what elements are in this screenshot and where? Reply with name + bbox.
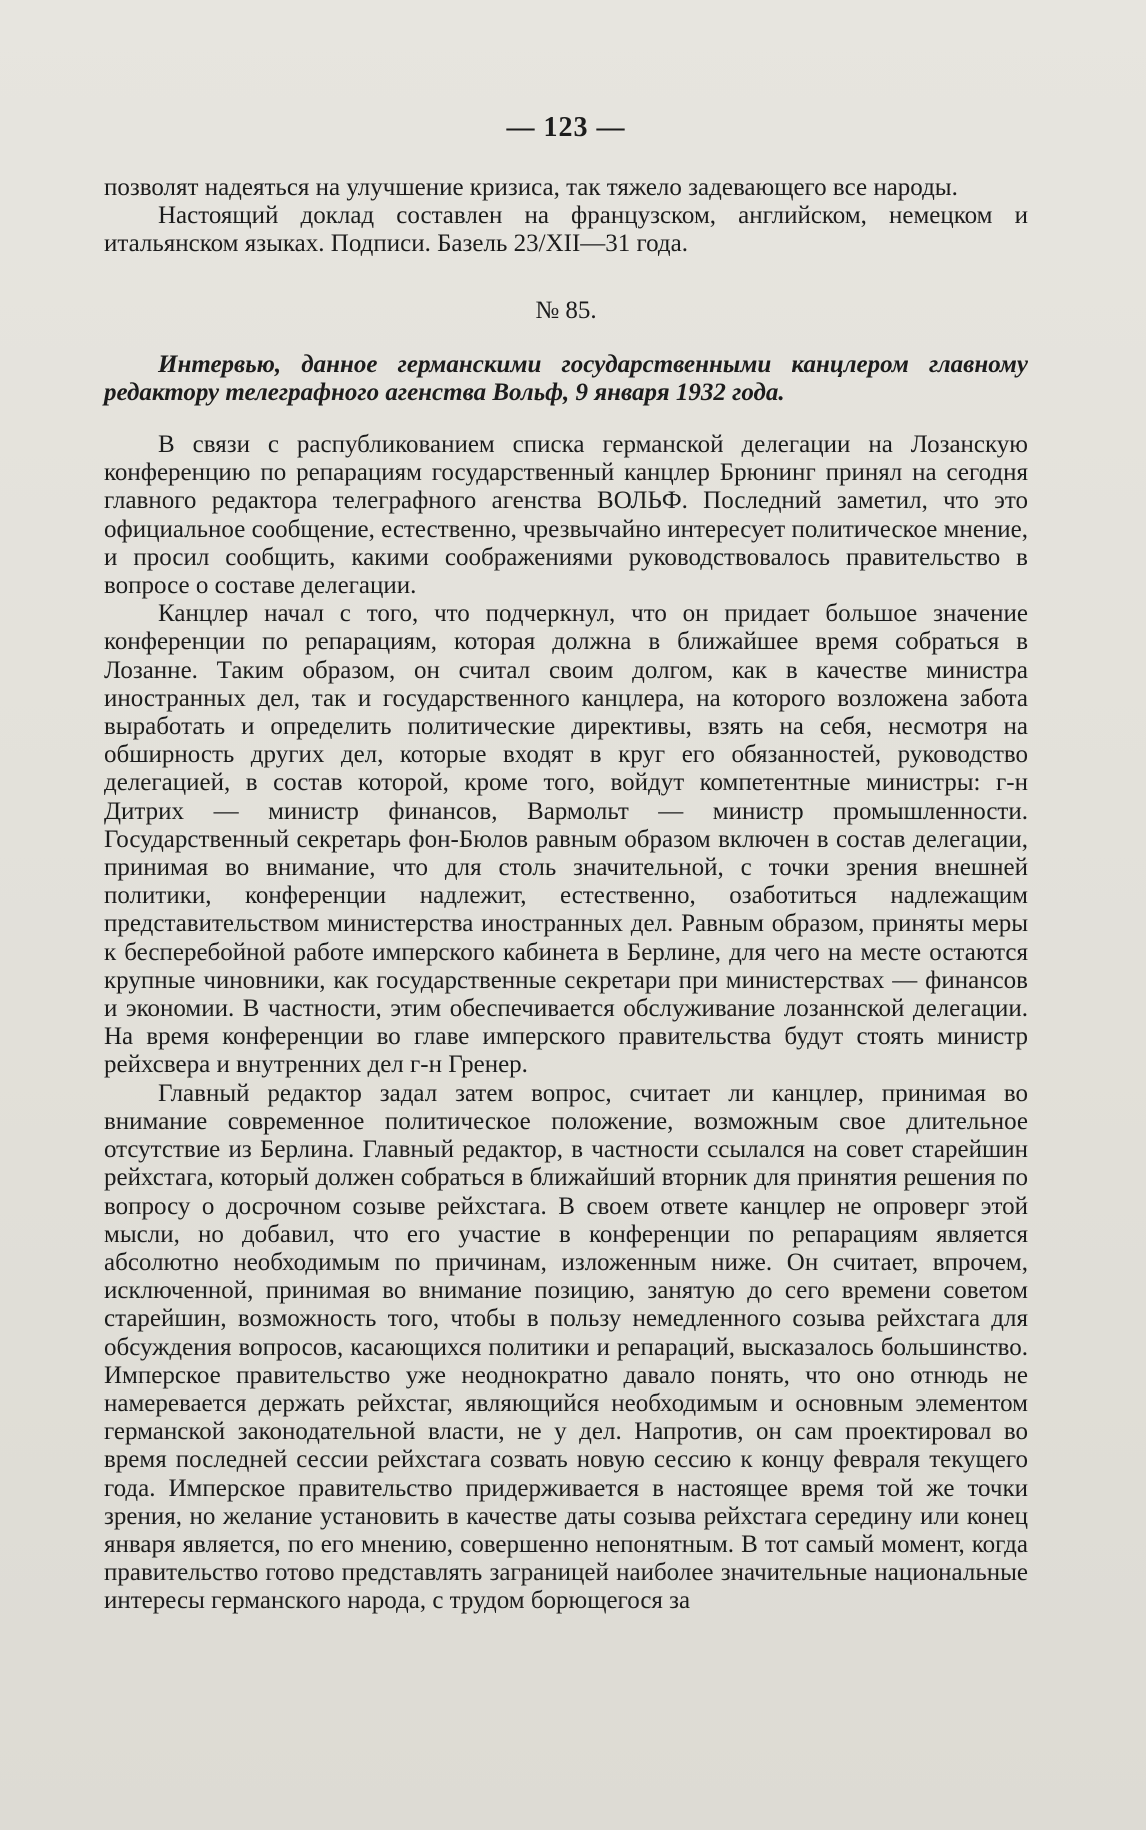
continuation-text bbox=[104, 174, 1028, 259]
continuation-paragraph-2: Настоящий доклад составлен на французском, английском, немецком и итальянском языках. Подписи. Базель 23/XII—31 года. bbox=[104, 202, 1028, 258]
body-paragraph-2: Канцлер начал с того, что подчеркнул, что он придает большое значение конференции по репарациям, которая должна в ближайшее время собраться в Лозанне. Таким образом, он считал своим долгом, как в качестве министра иностранных дел, так и государственного канцлера, на которого возложена забота выработать и определить политические директивы, взять на себя, несмотря на обширность других дел, которые входят в круг его обязанностей, руководство делегацией, в состав которой, кроме того, войдут компетентные министры: г-н Дитрих — министр финансов, Вармольт — министр промышленности. Государственный секретарь фон-Бюлов равным образом включен в состав делегации, принимая во внимание, что для столь значительной, с точки зрения внешней политики, конференции надлежит, естественно, озаботиться надлежащим представительством министерства иностранных дел. Равным образом, приняты меры к бесперебойной работе имперского кабинета в Берлине, для чего на месте остаются крупные чиновники, как государственные секретари при министерствах — финансов и экономии. В частности, этим обеспечивается обслуживание лозаннской делегации. На время конференции во главе имперского правительства будут стоять министр рейхсвера и внутренних дел г-н Гренер. bbox=[104, 600, 1028, 1079]
document-title: Интервью, данное германскими государственными канцлером главному редактору телеграфного агенства Вольф, 9 января 1932 года. bbox=[104, 350, 1028, 406]
page-number: — 123 — bbox=[506, 112, 626, 143]
document-number: № 85. bbox=[535, 296, 597, 324]
document-body bbox=[104, 431, 1028, 1616]
body-paragraph-3: Главный редактор задал затем вопрос, считает ли канцлер, принимая во внимание современное политическое положение, возможным свое длительное отсутствие из Берлина. Главный редактор, в частности ссылался на совет старейшин рейхстага, который должен собраться в ближайший вторник для принятия решения по вопросу о досрочном созыве рейхстага. В своем ответе канцлер не опроверг этой мысли, но добавил, что его участие в конференции по репарациям является абсолютно необходимым по причинам, изложенным ниже. Он считает, впрочем, исключенной, принимая во внимание позицию, занятую до сего времени советом старейшин, возможность того, чтобы в пользу немедленного созыва рейхстага для обсуждения вопросов, касающихся политики и репараций, высказалось большинство. Имперское правительство уже неоднократно давало понять, что оно отнюдь не намеревается держать рейхстаг, являющийся необходимым и основным элементом германской законодательной власти, не у дел. Напротив, он сам проектировал во время последней сессии рейхстага созвать новую сессию к концу февраля текущего года. Имперское правительство придерживается в настоящее время той же точки зрения, но желание установить в качестве даты созыва рейхстага середину или конец января является, по его мнению, совершенно непонятным. В тот самый момент, когда правительство готово представлять заграницей наиболее значительные национальные интересы германского народа, с трудом борющегося за bbox=[104, 1079, 1028, 1615]
body-paragraph-1: В связи с распубликованием списка германской делегации на Лозанскую конференцию по репарациям государственный канцлер Брюнинг принял на сегодня главного редактора телеграфного агенства ВОЛЬФ. Последний заметил, что это официальное сообщение, естественно, чрезвычайно интересует политическое мнение, и просил сообщить, какими соображениями руководствовалось правительство в вопросе о составе делегации. bbox=[104, 431, 1028, 600]
continuation-paragraph-1: позволят надеяться на улучшение кризиса, так тяжело задевающего все народы. bbox=[104, 174, 958, 201]
